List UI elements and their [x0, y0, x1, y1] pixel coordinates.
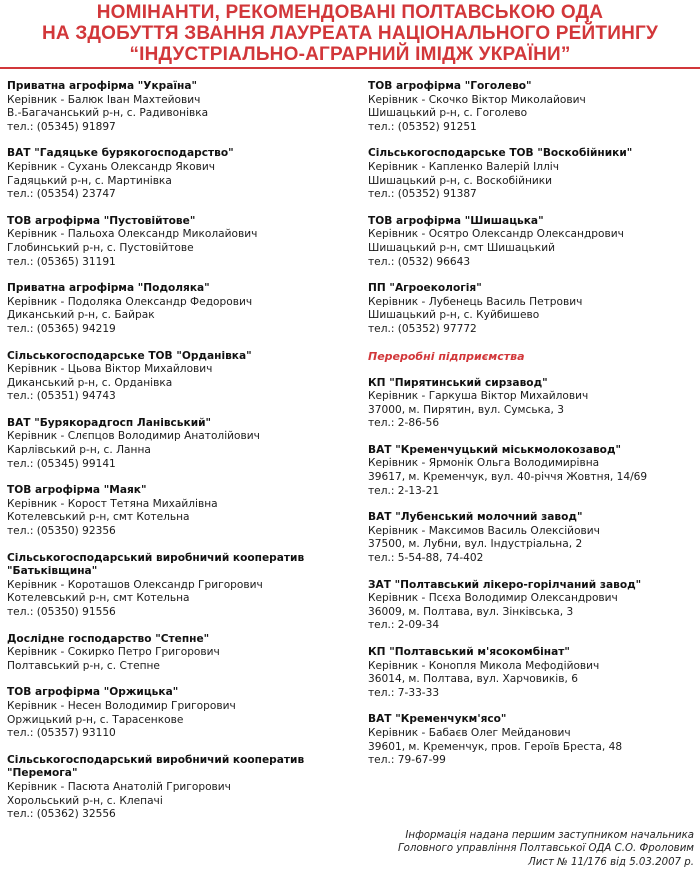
nominee-director: Керівник - Слєпцов Володимир Анатолійович	[7, 430, 260, 443]
enterprise-entry	[368, 511, 698, 565]
nominee-name: Приватна агрофірма "Україна"	[7, 80, 198, 92]
nominee-phone: тел.: (05357) 93110	[7, 727, 116, 740]
nominee-entry	[368, 147, 698, 201]
enterprise-phone: тел.: 7-33-33	[368, 686, 440, 699]
nominee-phone: тел.: (05352) 97772	[368, 322, 477, 335]
enterprise-name: ВАТ "Кременчуцький міськмолокозавод"	[368, 443, 622, 456]
source-note-line: Головного управління Полтавської ОДА С.О. Фроловим	[397, 843, 694, 855]
nominee-name: ТОВ агрофірма "Гоголево"	[368, 80, 532, 92]
nominee-name: ПП "Агроекологія"	[368, 282, 482, 295]
nominee-address: В.-Багачанський р-н, с. Радивонівка	[7, 107, 209, 120]
source-note-line: Лист № 11/176 від 5.03.2007 р.	[528, 856, 694, 868]
nominee-phone: тел.: (05345) 99141	[7, 457, 116, 470]
nominee-phone: тел.: (05350) 92356	[7, 525, 116, 538]
nominee-name: ВАТ "Бурякорадгосп Ланівський"	[7, 416, 212, 429]
enterprise-address: 39601, м. Кременчук, пров. Героїв Бреста, 48	[368, 740, 623, 753]
nominee-director: Керівник - Пасюта Анатолій Григорович	[7, 780, 231, 793]
title-line: НОМІНАНТИ, РЕКОМЕНДОВАНІ ПОЛТАВСЬКОЮ ОДА	[96, 2, 604, 23]
enterprise-address: 37000, м. Пирятин, вул. Сумська, 3	[368, 403, 564, 416]
enterprise-name: ЗАТ "Полтавський лікеро-горілчаний завод"	[368, 578, 642, 591]
nominee-entry	[7, 215, 357, 269]
enterprise-address: 36009, м. Полтава, вул. Зінківська, 3	[368, 605, 574, 618]
nominee-name: ТОВ агрофірма "Маяк"	[7, 484, 147, 497]
nominee-entry	[7, 147, 357, 201]
nominee-name: Сільськогосподарський виробничий кооператив "Батьківщина"	[7, 551, 305, 578]
nominee-phone: тел.: (05345) 91897	[7, 120, 116, 133]
enterprise-name: КП "Полтавський м'ясокомбінат"	[368, 646, 570, 658]
left-column	[7, 80, 357, 835]
nominee-address: Диканський р-н, с. Байрак	[7, 309, 155, 322]
nominee-name: Сільськогосподарський виробничий кооператив "Перемога"	[7, 753, 305, 780]
enterprise-address: 39617, м. Кременчук, вул. 40-річчя Жовтня, 14/69	[368, 471, 648, 484]
nominee-phone: тел.: (05352) 91387	[368, 188, 477, 201]
enterprise-name: КП "Пирятинський сирзавод"	[368, 376, 548, 389]
nominee-address: Шишацький р-н, с. Воскобійники	[368, 174, 553, 187]
nominee-phone: тел.: (05362) 32556	[7, 808, 116, 821]
nominee-address: Шишацький р-н, с. Куйбишево	[368, 309, 540, 322]
nominee-phone: тел.: (05350) 91556	[7, 606, 116, 618]
nominee-entry	[7, 282, 357, 336]
enterprise-address: 37500, м. Лубни, вул. Індустріальна, 2	[368, 538, 583, 551]
nominee-entry	[7, 754, 357, 822]
enterprise-entry	[368, 579, 698, 633]
nominee-address: Оржицький р-н, с. Тарасенкове	[7, 713, 184, 726]
title-line: НА ЗДОБУТТЯ ЗВАННЯ ЛАУРЕАТА НАЦІОНАЛЬНОГО РЕЙТИНГУ	[42, 23, 658, 44]
nominee-entry	[368, 215, 698, 269]
enterprise-entry	[368, 713, 698, 767]
nominee-address: Шишацький р-н, смт Шишацький	[368, 241, 555, 254]
enterprise-entry	[368, 646, 698, 700]
enterprise-name: ВАТ "Кременчукм'ясо"	[368, 713, 507, 726]
nominee-name: ТОВ агрофірма "Шишацька"	[368, 214, 544, 227]
nominee-entry	[7, 350, 357, 404]
source-note	[274, 829, 694, 869]
nominee-name: Сільськогосподарське ТОВ "Орданівка"	[7, 349, 252, 362]
enterprise-director: Керівник - Конопля Микола Мефодійович	[368, 659, 600, 672]
nominee-director: Керівник - Сухань Олександр Якович	[7, 160, 215, 173]
nominee-address: Карлівський р-н, с. Ланна	[7, 444, 151, 457]
nominee-director: Керівник - Лубенець Василь Петрович	[368, 295, 583, 308]
nominee-name: ТОВ агрофірма "Пустовійтове"	[7, 214, 196, 227]
nominee-address: Котелевський р-н, смт Котельна	[7, 511, 190, 524]
nominee-director: Керівник - Пальоха Олександр Миколайович	[7, 228, 258, 241]
nominee-director: Керівник - Подоляка Олександр Федорович	[7, 295, 253, 308]
nominee-entry	[7, 686, 357, 740]
enterprise-address: 36014, м. Полтава, вул. Харчовиків, 6	[368, 673, 578, 686]
nominee-phone: тел.: (05365) 94219	[7, 322, 116, 335]
nominee-phone: тел.: (05354) 23747	[7, 188, 116, 201]
enterprise-name: ВАТ "Лубенський молочний завод"	[368, 511, 583, 524]
enterprise-phone: тел.: 2-13-21	[368, 484, 440, 497]
nominee-director: Керівник - Скочко Віктор Миколайович	[368, 93, 586, 106]
nominee-phone: тел.: (0532) 96643	[368, 255, 471, 268]
nominee-name: Сільськогосподарське ТОВ "Воскобійники"	[368, 147, 633, 160]
nominee-director: Керівник - Корост Тетяна Михайлівна	[7, 497, 218, 510]
enterprise-phone: тел.: 5-54-88, 74-402	[368, 552, 484, 565]
nominee-entry	[368, 80, 698, 134]
nominee-entry	[7, 633, 357, 674]
right-column	[368, 80, 698, 781]
nominee-name: Дослідне господарство "Степне"	[7, 632, 210, 645]
nominee-entry	[7, 552, 357, 620]
enterprise-director: Керівник - Гаркуша Віктор Михайлович	[368, 390, 589, 403]
nominee-director: Керівник - Осятро Олександр Олександрович	[368, 228, 624, 241]
page-title	[0, 2, 700, 65]
nominee-name: ВАТ "Гадяцьке бурякогосподарство"	[7, 147, 234, 160]
nominee-entry	[7, 80, 357, 134]
section-heading: Переробні підприємства	[368, 349, 525, 363]
nominee-director: Керівник - Балюк Іван Махтейович	[7, 93, 201, 106]
enterprise-phone: тел.: 2-09-34	[368, 619, 440, 632]
nominee-phone: тел.: (05351) 94743	[7, 390, 116, 403]
nominee-entry	[7, 417, 357, 471]
nominee-phone: тел.: (05365) 31191	[7, 255, 116, 268]
nominee-address: Диканський р-н, с. Орданівка	[7, 376, 173, 389]
enterprise-director: Керівник - Псєха Володимир Олександрович	[368, 592, 618, 605]
nominee-director: Керівник - Капленко Валерій Ілліч	[368, 160, 559, 173]
nominee-director: Керівник - Несен Володимир Григорович	[7, 699, 236, 712]
nominee-address: Глобинський р-н, с. Пустовійтове	[7, 241, 194, 254]
enterprise-phone: тел.: 2-86-56	[368, 417, 440, 430]
nominee-phone: тел.: (05352) 91251	[368, 120, 477, 133]
nominee-entry	[368, 282, 698, 336]
nominee-address: Шишацький р-н, с. Гоголево	[368, 107, 528, 120]
nominee-address: Хорольський р-н, с. Клепачі	[7, 794, 163, 807]
nominee-name: Приватна агрофірма "Подоляка"	[7, 282, 210, 295]
nominee-address: Гадяцький р-н, с. Мартинівка	[7, 174, 172, 187]
nominee-director: Керівник - Цьова Віктор Михайлович	[7, 363, 213, 376]
enterprise-director: Керівник - Бабаєв Олег Мейданович	[368, 726, 571, 739]
nominee-director: Керівник - Короташов Олександр Григорович	[7, 578, 263, 591]
enterprise-director: Керівник - Ярмонік Ольга Володимирівна	[368, 457, 600, 470]
source-note-line: Інформація надана першим заступником начальника	[405, 830, 694, 841]
enterprise-entry	[368, 377, 698, 431]
nominee-entry	[7, 484, 357, 538]
title-divider	[0, 67, 700, 69]
enterprise-entry	[368, 444, 698, 498]
nominee-director: Керівник - Сокирко Петро Григорович	[7, 646, 220, 659]
title-line: “ІНДУСТРІАЛЬНО-АГРАРНИЙ ІМІДЖ УКРАЇНИ”	[129, 44, 571, 65]
nominee-name: ТОВ агрофірма "Оржицька"	[7, 686, 179, 699]
enterprise-director: Керівник - Максимов Василь Олексійович	[368, 524, 600, 537]
nominee-address: Котелевський р-н, смт Котельна	[7, 592, 190, 605]
nominee-address: Полтавський р-н, с. Степне	[7, 659, 160, 672]
enterprise-phone: тел.: 79-67-99	[368, 754, 446, 767]
